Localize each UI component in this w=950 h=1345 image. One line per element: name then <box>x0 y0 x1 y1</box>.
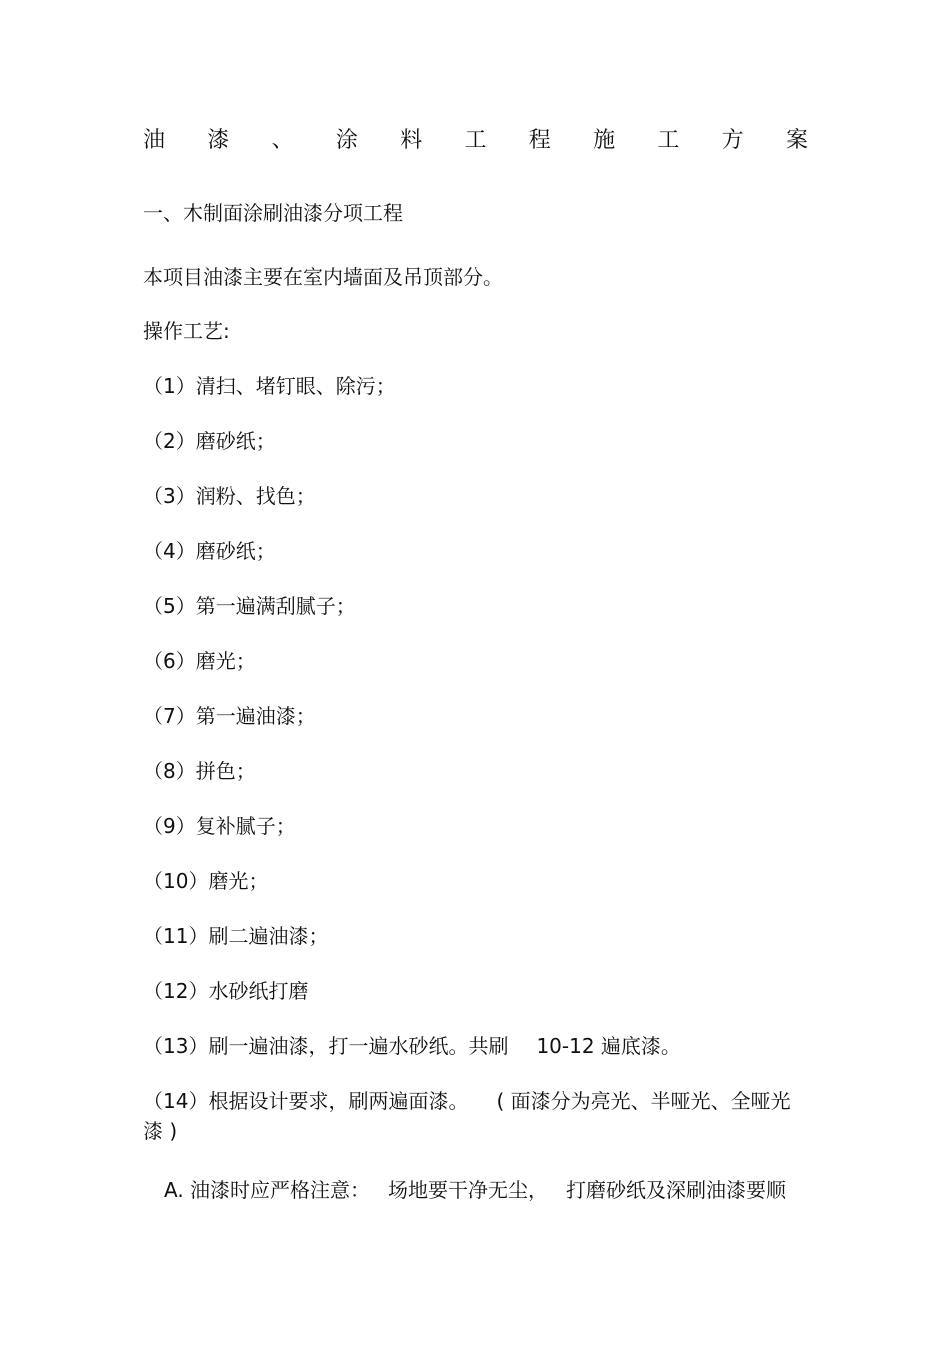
step-item-13 <box>143 1031 681 1061</box>
step-item: （5）第一遍满刮腻子； <box>143 594 356 618</box>
step-item: （4）磨砂纸； <box>143 539 276 563</box>
title-char: 油 <box>143 128 166 153</box>
step-14-note: ( 面漆分为亮光、半哑光、全哑光漆 ) <box>143 1089 791 1143</box>
note-text-1: 场地要干净无尘， <box>388 1178 549 1202</box>
title-char: 涂 <box>335 128 358 153</box>
title-char: 工 <box>657 128 680 153</box>
note-text-2: 打磨砂纸及深刷油漆要顺 <box>566 1178 787 1202</box>
intro-paragraph: 本项目油漆主要在室内墙面及吊顶部分。 <box>143 265 503 289</box>
title-char: 料 <box>400 128 423 153</box>
step-item: （11）刷二遍油漆； <box>143 924 329 948</box>
title-char: 漆 <box>207 128 230 153</box>
step-item: （9）复补腻子； <box>143 814 296 838</box>
step-item: （7）第一遍油漆； <box>143 704 316 728</box>
process-label: 操作工艺: <box>143 319 230 343</box>
step-14-text: （14）根据设计要求，刷两遍面漆。 <box>143 1089 469 1113</box>
title-char: 施 <box>593 128 616 153</box>
title-char: 方 <box>721 128 744 153</box>
step-13-text: （13）刷一遍油漆，打一遍水砂纸。共刷 <box>143 1034 509 1058</box>
step-item: （1）清扫、堵钉眼、除污； <box>143 374 396 398</box>
step-item-14 <box>143 1086 803 1146</box>
step-item: （10）磨光； <box>143 869 269 893</box>
title-char: 工 <box>464 128 487 153</box>
step-item: （3）润粉、找色； <box>143 484 316 508</box>
step-item: （12）水砂纸打磨 <box>143 979 309 1003</box>
step-item: （6）磨光； <box>143 649 256 673</box>
note-paragraph <box>164 1175 786 1205</box>
step-item: （2）磨砂纸； <box>143 429 276 453</box>
document-title <box>143 124 808 158</box>
step-item: （8）拼色； <box>143 759 256 783</box>
title-char: 、 <box>271 128 294 153</box>
title-char: 案 <box>785 128 808 153</box>
section-heading: 一、木制面涂刷油漆分项工程 <box>143 201 403 225</box>
step-13-count: 10-12 遍底漆。 <box>536 1034 681 1058</box>
note-label: A. 油漆时应严格注意： <box>164 1178 371 1202</box>
title-char: 程 <box>528 128 551 153</box>
